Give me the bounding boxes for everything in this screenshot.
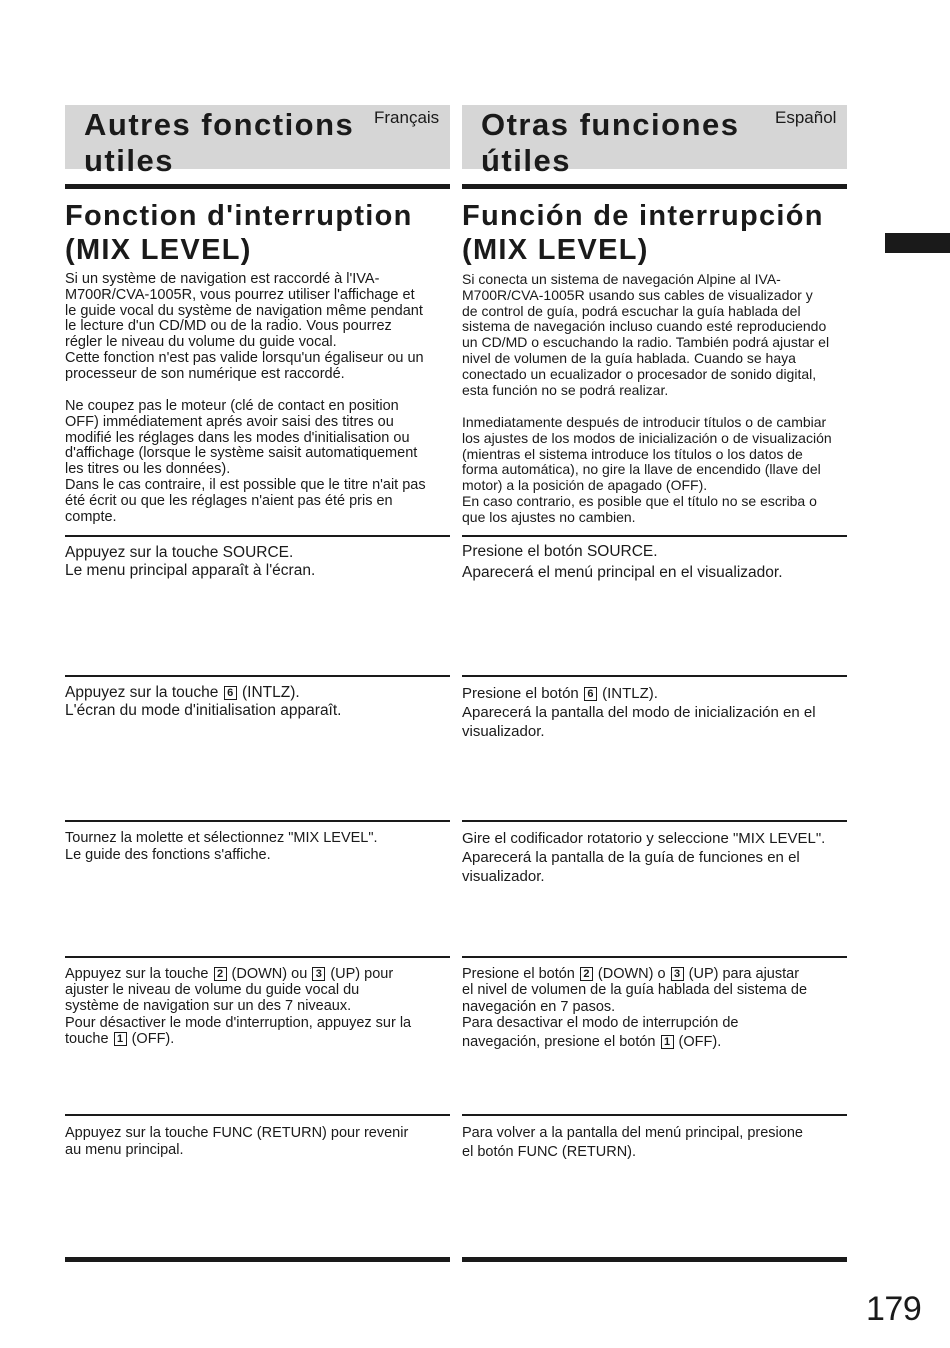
- fr-intro-paragraph-2: Ne coupez pas le moteur (clé de contact en position OFF) immédiatement aprés avoir saisi des titres ou modifié les réglages dans les modes d'initialisation ou d'affichage (lorsque le système saisit automatiquement les titres ou les données). Dans le cas contraire, il est possible que le titre n'ait pas été écrit ou que les réglages n'aient pas été pris en compte.: [65, 398, 426, 525]
- key-1-icon: 1: [661, 1035, 674, 1049]
- fr-step-1: Appuyez sur la touche SOURCE. Le menu principal apparaît à l'écran.: [65, 544, 316, 579]
- page-number: 179: [866, 1290, 922, 1328]
- fr-step-2: Appuyez sur la touche 6 (INTLZ). L'écran du mode d'initialisation apparaît.: [65, 684, 342, 719]
- es-intro-paragraph-2: Inmediatamente después de introducir títulos o de cambiar los ajustes de los modos de inicialización o de visualización (mientras el sistema introduce los títulos o los datos de forma automática), no gire la llave de encendido (llave del motor) a la posición de apagado (OFF). En caso contrario, es posible que el título no se escriba o que los ajustes no cambien.: [462, 414, 832, 525]
- es-step-2: Presione el botón 6 (INTLZ). Aparecerá la pantalla del modo de inicialización en el visualizador.: [462, 685, 816, 740]
- key-1-icon: 1: [114, 1032, 127, 1046]
- fr-section-title: Autres fonctions utiles: [84, 107, 355, 178]
- key-3-icon: 3: [312, 967, 325, 981]
- fr-step-5: Appuyez sur la touche FUNC (RETURN) pour revenir au menu principal.: [65, 1125, 409, 1158]
- fr-step-divider: [65, 956, 450, 958]
- es-heading-rule: [462, 184, 847, 189]
- es-section-title: Otras funciones útiles: [481, 107, 740, 178]
- fr-intro-paragraph-1: Si un système de navigation est raccordé à l'IVA- M700R/CVA-1005R, vous pourrez utiliser l'affichage et le guide vocal du système de navigation même pendant le lecture d'un CD/MD ou de la radio. Vous pourrez régler le niveau du volume du guide vocal. Cette fonction n'est pas valide lorsqu'un égaliseur ou un processeur de son numérique est raccordé.: [65, 271, 424, 382]
- section-thumb-tab: [885, 233, 950, 253]
- key-6-icon: 6: [224, 686, 237, 700]
- es-step-4: Presione el botón 2 (DOWN) o 3 (UP) para ajustar el nivel de volumen de la guía hablada del sistema de navegación en 7 pasos. Para desactivar el modo de interrupción de navegación, presione el botón 1 (OFF).: [462, 966, 808, 1051]
- key-2-icon: 2: [214, 967, 227, 981]
- fr-step-divider: [65, 820, 450, 822]
- es-bottom-rule: [462, 1257, 847, 1262]
- fr-heading: Fonction d'interruption (MIX LEVEL): [65, 200, 413, 266]
- es-step-divider: [462, 1114, 847, 1116]
- fr-heading-rule: [65, 184, 450, 189]
- es-heading: Función de interrupción (MIX LEVEL): [462, 200, 824, 266]
- fr-step-divider: [65, 1114, 450, 1116]
- es-step-divider: [462, 535, 847, 537]
- es-step-divider: [462, 675, 847, 677]
- fr-step-divider: [65, 675, 450, 677]
- fr-bottom-rule: [65, 1257, 450, 1262]
- es-step-divider: [462, 956, 847, 958]
- key-6-icon: 6: [584, 687, 597, 701]
- key-3-icon: 3: [671, 967, 684, 981]
- key-2-icon: 2: [580, 967, 593, 981]
- fr-step-3: Tournez la molette et sélectionnez "MIX LEVEL". Le guide des fonctions s'affiche.: [65, 830, 378, 863]
- es-step-5: Para volver a la pantalla del menú principal, presione el botón FUNC (RETURN).: [462, 1125, 803, 1160]
- es-step-3: Gire el codificador rotatorio y seleccione "MIX LEVEL". Aparecerá la pantalla de la guía de funciones en el visualizador.: [462, 830, 826, 885]
- es-intro-paragraph-1: Si conecta un sistema de navegación Alpine al IVA- M700R/CVA-1005R usando sus cables de visualizador y de control de guía, podrá escuchar la guía hablada del sistema de navegación incluso cuando esté reproduciendo un CD/MD o escuchando la radio. También podrá ajustar el nivel de volumen de la guía hablada. Cuando se haya conectado un ecualizador o procesador de sonido digital, esta función no se podrá realizar.: [462, 271, 830, 398]
- fr-step-divider: [65, 535, 450, 537]
- es-step-1: Presione el botón SOURCE. Aparecerá el menú principal en el visualizador.: [462, 543, 783, 581]
- es-step-divider: [462, 820, 847, 822]
- fr-step-4: Appuyez sur la touche 2 (DOWN) ou 3 (UP) pour ajuster le niveau de volume du guide vocal du système de navigation sur un des 7 niveaux. Pour désactiver le mode d'interruption, appuyez sur la touche 1 (OFF).: [65, 966, 412, 1047]
- fr-language-label: Français: [374, 108, 440, 127]
- es-language-label: Español: [775, 108, 837, 127]
